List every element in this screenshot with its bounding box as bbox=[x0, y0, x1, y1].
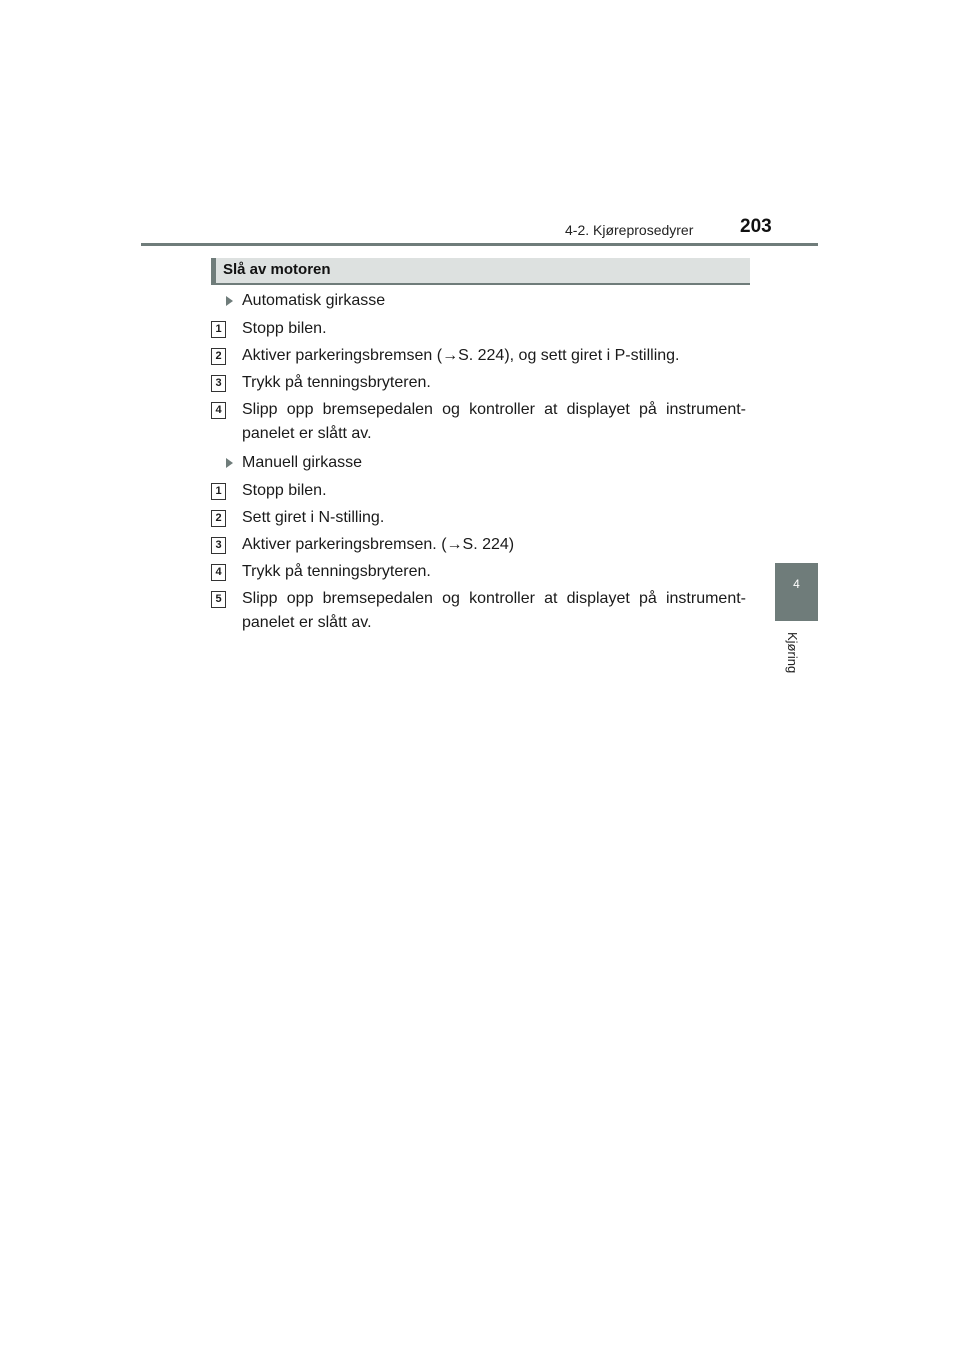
instructions bbox=[211, 288, 746, 635]
manual-heading-label: Manuell girkasse bbox=[242, 454, 363, 471]
step-text: Stopp bilen. bbox=[242, 482, 327, 499]
step-item bbox=[211, 398, 746, 446]
step-text: Trykk på tenningsbryteren. bbox=[242, 563, 431, 580]
chapter-tab: 4 bbox=[775, 563, 818, 621]
triangle-bullet-icon bbox=[226, 458, 233, 468]
header-divider bbox=[141, 243, 818, 246]
step-number: 1 bbox=[211, 483, 226, 500]
step-text: Aktiver parkeringsbremsen. (→S. 224) bbox=[242, 536, 515, 553]
chapter-label: Kjøring bbox=[785, 632, 800, 674]
step-text: Slipp opp bremsepedalen og kontroller at displayet på instrumentpanelet er slått av. bbox=[242, 401, 746, 442]
step-item bbox=[211, 506, 746, 530]
step-number: 2 bbox=[211, 348, 226, 365]
page-number: 203 bbox=[740, 216, 772, 237]
step-item bbox=[211, 317, 746, 341]
automatic-heading-label: Automatisk girkasse bbox=[242, 292, 386, 309]
automatic-heading bbox=[211, 288, 746, 314]
step-item bbox=[211, 533, 746, 557]
step-text: Aktiver parkeringsbremsen (→S. 224), og sett giret i P-stilling. bbox=[242, 347, 680, 364]
step-text: Slipp opp bremsepedalen og kontroller at displayet på instrumentpanelet er slått av. bbox=[242, 590, 746, 631]
step-item bbox=[211, 560, 746, 584]
step-number: 2 bbox=[211, 510, 226, 527]
step-number: 3 bbox=[211, 537, 226, 554]
step-item bbox=[211, 344, 746, 368]
step-text: Sett giret i N-stilling. bbox=[242, 509, 385, 526]
header-section-title: 4-2. Kjøreprosedyrer bbox=[565, 222, 694, 238]
section-heading-bar bbox=[211, 258, 750, 285]
section-title: Slå av motoren bbox=[223, 261, 331, 278]
step-number: 4 bbox=[211, 402, 226, 419]
step-item bbox=[211, 371, 746, 395]
manual-heading bbox=[211, 450, 746, 476]
step-item bbox=[211, 587, 746, 635]
step-number: 1 bbox=[211, 321, 226, 338]
step-number: 3 bbox=[211, 375, 226, 392]
step-text: Stopp bilen. bbox=[242, 320, 327, 337]
step-item bbox=[211, 479, 746, 503]
step-number: 4 bbox=[211, 564, 226, 581]
section-accent bbox=[211, 258, 216, 283]
step-number: 5 bbox=[211, 591, 226, 608]
triangle-bullet-icon bbox=[226, 296, 233, 306]
step-text: Trykk på tenningsbryteren. bbox=[242, 374, 431, 391]
